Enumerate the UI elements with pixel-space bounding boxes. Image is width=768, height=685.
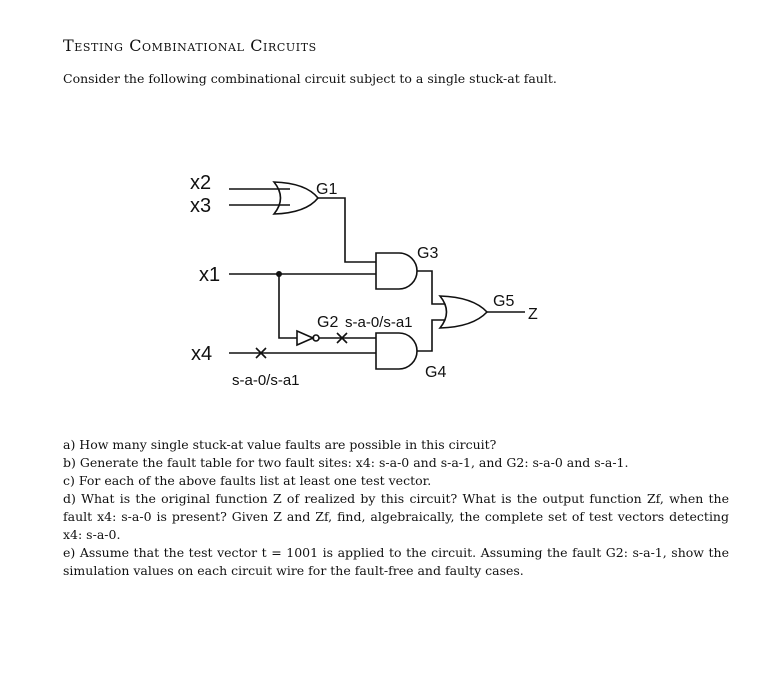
label-x1: x1 xyxy=(199,264,221,286)
label-g2: G2 xyxy=(317,314,339,331)
label-g3: G3 xyxy=(417,245,439,262)
wire-g3-to-g5 xyxy=(417,271,445,304)
gate-g4-and xyxy=(376,333,417,369)
wire-x1-branch xyxy=(279,274,297,338)
junction-x1 xyxy=(276,271,282,277)
question-list xyxy=(63,436,729,580)
question-c: c) For each of the above faults list at least one test vector. xyxy=(63,473,432,488)
label-g5: G5 xyxy=(493,293,515,310)
label-x4: x4 xyxy=(191,343,213,365)
label-x4-fault: s-a-0/s-a1 xyxy=(232,372,300,389)
label-x2: x2 xyxy=(190,172,212,194)
gate-g1-or xyxy=(274,182,318,214)
wire-g4-to-g5 xyxy=(417,320,445,351)
gate-g5-or xyxy=(440,296,487,328)
label-g4: G4 xyxy=(425,364,447,381)
label-output-z: Z xyxy=(528,306,538,323)
question-e: e) Assume that the test vector t = 1001 is applied to the circuit. Assuming the fault G2: s-a-1, show the simulation values on each circuit wire for the fault-free and faulty cases. xyxy=(63,545,729,578)
wire-g1-to-g3 xyxy=(318,198,376,262)
gate-g2-not xyxy=(297,331,313,345)
question-a: a) How many single stuck-at value faults are possible in this circuit? xyxy=(63,437,497,452)
page-title: Testing Combinational Circuits xyxy=(63,36,317,55)
question-d: d) What is the original function Z of realized by this circuit? What is the output function Zf, when the fault x4: s-a-0 is present? Given Z and Zf, find, algebraically, the complete set of test vectors detecting x4: s-a-0. xyxy=(63,491,729,542)
label-g2-fault: s-a-0/s-a1 xyxy=(345,314,413,331)
label-x3: x3 xyxy=(190,195,212,217)
label-g1: G1 xyxy=(316,181,338,198)
question-b: b) Generate the fault table for two fault sites: x4: s-a-0 and s-a-1, and G2: s-a-0 and s-a-1. xyxy=(63,455,629,470)
gate-g3-and xyxy=(376,253,417,289)
intro-text: Consider the following combinational circuit subject to a single stuck-at fault. xyxy=(63,71,557,86)
